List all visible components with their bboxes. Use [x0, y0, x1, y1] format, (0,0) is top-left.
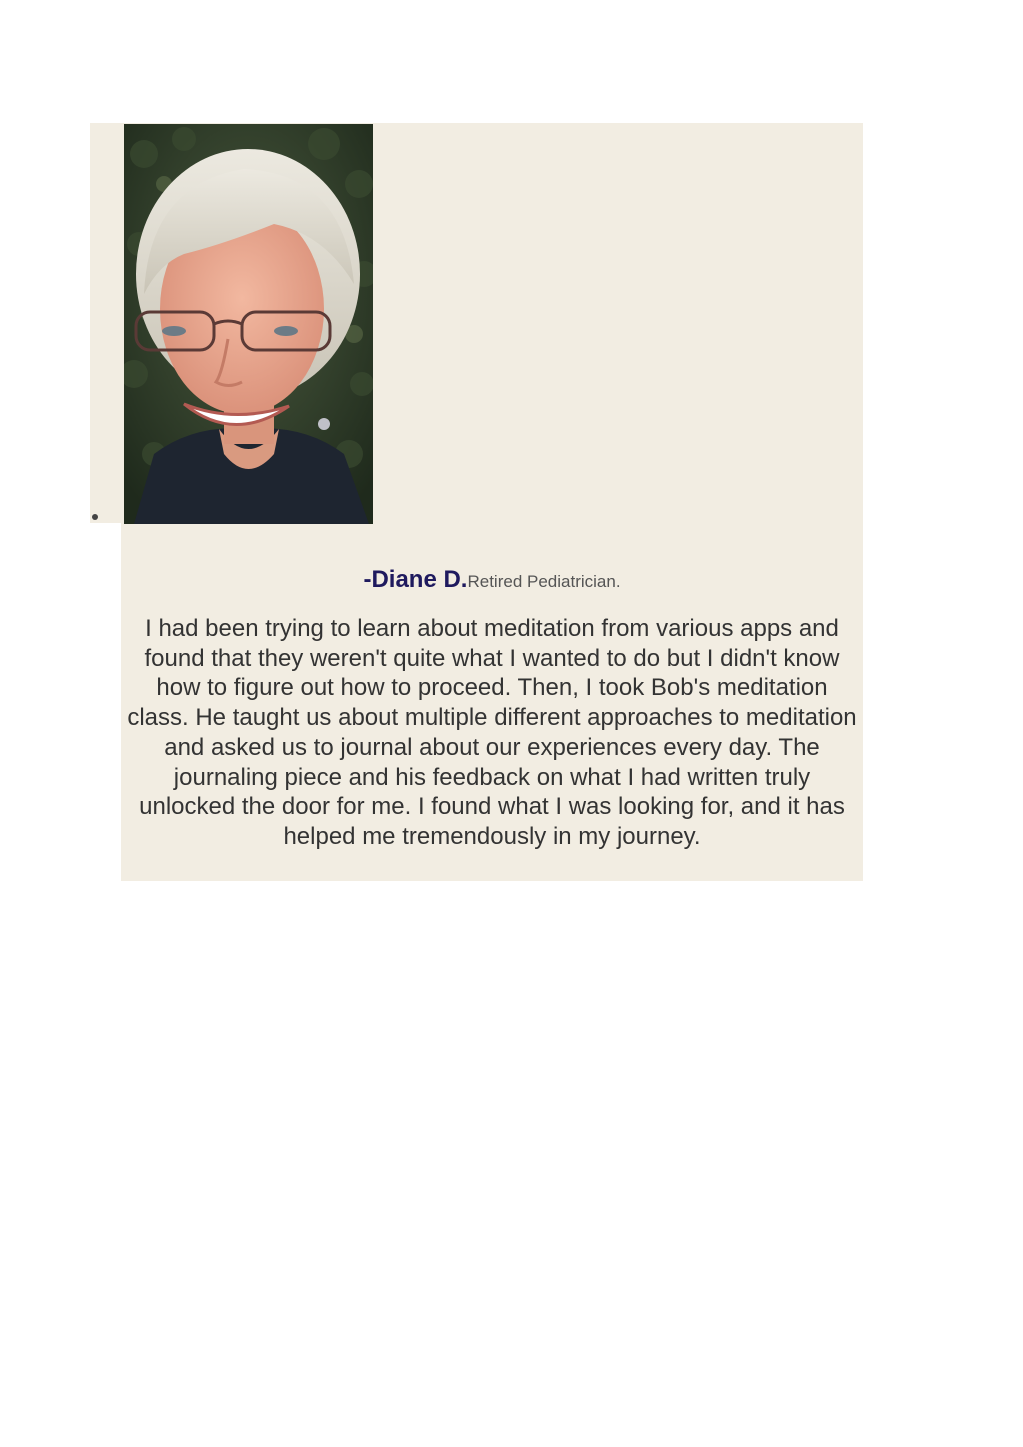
- testimonial-quote: I had been trying to learn about meditation from various apps and found that they weren't quite what I wanted to do but I didn't know how to figure out how to proceed. Then, I took Bob's meditation class. He taught us about multiple different approaches to meditation and asked us to journal about our experiences every day. The journaling piece and his feedback on what I had written truly unlocked the door for me. I found what I was looking for, and it has helped me tremendously in my journey.: [127, 615, 857, 850]
- author-role: Retired Pediatrician.: [467, 572, 621, 591]
- list-bullet-icon: [92, 514, 98, 520]
- testimonial-attribution: [121, 566, 863, 594]
- author-name: -Diane D.: [363, 566, 468, 593]
- portrait-photo: [124, 124, 373, 524]
